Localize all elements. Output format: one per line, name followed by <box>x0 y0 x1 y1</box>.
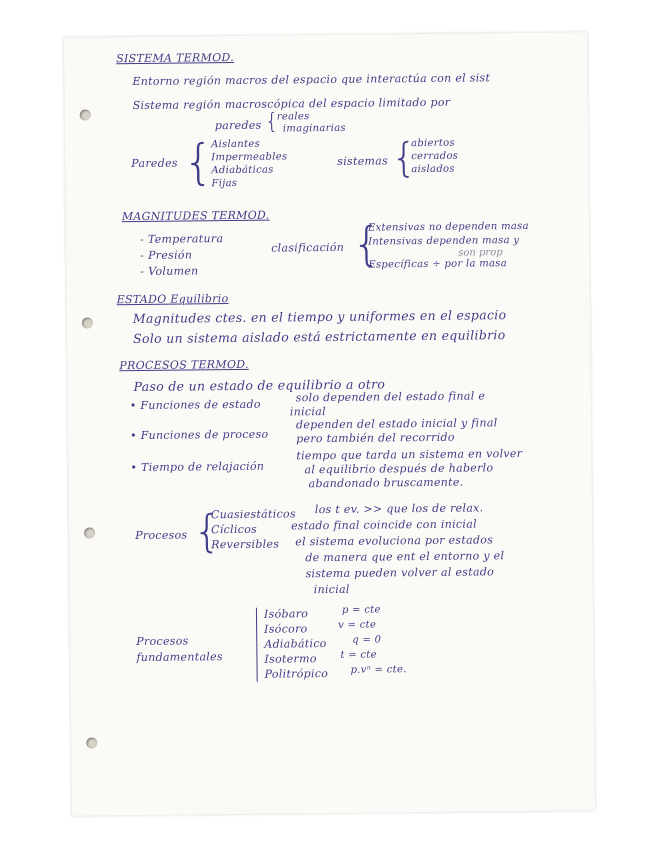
notebook-page <box>64 32 595 815</box>
tipo-proceso: Cíclicos <box>211 522 258 537</box>
tipo-proceso-def: de manera que ent el entorno y el <box>305 549 505 565</box>
magnitud-item: - Temperatura <box>139 232 224 246</box>
funciones-estado-def: inicial <box>289 405 326 419</box>
punch-hole <box>84 527 95 538</box>
magnitud-tipo: Intensivas dependen masa y <box>368 235 520 248</box>
equilibrio-line: Magnitudes ctes. en el tiempo y uniformes en el espacio <box>132 307 507 327</box>
reales-label: reales <box>276 111 310 123</box>
funciones-proceso-def: dependen del estado inicial y final <box>295 416 498 432</box>
magnitud-item: - Volumen <box>140 264 199 278</box>
brace: { <box>192 506 222 558</box>
funciones-estado-label: • Funciones de estado <box>129 397 261 413</box>
tipo-proceso-def: los t ev. >> que los de relax. <box>314 501 484 517</box>
fundamental-formula: p.vⁿ = cte. <box>350 664 407 676</box>
magnitud-tipo: Específicas ÷ por la masa <box>368 258 508 271</box>
sistemas-item: cerrados <box>411 150 459 163</box>
tipo-proceso-def: estado final coincide con inicial <box>290 517 477 533</box>
section-title-sistema: SISTEMA TERMOD. <box>116 50 235 66</box>
sistema-definition: Sistema región macroscópica del espacio limitado por <box>132 95 451 113</box>
funciones-proceso-label: • Funciones de proceso <box>130 427 269 443</box>
funciones-proceso-def: pero también del recorrido <box>296 430 455 446</box>
fundamental-formula: t = cte <box>340 649 377 661</box>
relajacion-label: • Tiempo de relajación <box>130 459 265 475</box>
brace: { <box>390 135 417 182</box>
tipo-proceso-def: sistema pueden volver al estado <box>305 565 495 581</box>
sistemas-item: aislados <box>411 163 455 176</box>
sistemas-label: sistemas <box>337 154 389 168</box>
punch-hole <box>80 109 91 120</box>
equilibrio-line: Solo un sistema aislado está estrictamente en equilibrio <box>133 327 506 347</box>
relajacion-def: abandonado bruscamente. <box>308 475 464 491</box>
paredes-word: paredes <box>214 118 262 133</box>
fundamental-name: Isóbaro <box>263 607 309 621</box>
fundamental-formula: p = cte <box>341 604 381 616</box>
paredes-item: Fijas <box>211 177 238 190</box>
tipo-proceso-def: inicial <box>313 582 350 597</box>
paredes-item: Aislantes <box>211 138 261 151</box>
punch-hole <box>86 737 97 748</box>
bracket-line <box>256 608 258 682</box>
fundamental-name: Adiabático <box>264 637 327 651</box>
section-title-magnitudes: MAGNITUDES TERMOD. <box>121 208 270 224</box>
fundamental-formula: v = cte <box>338 619 377 631</box>
funciones-estado-def: solo dependen del estado final e <box>295 389 486 405</box>
procesos-paso: Paso de un estado de equilibrio a otro <box>133 376 386 395</box>
magnitud-tipo: Extensivas no dependen masa <box>367 220 529 234</box>
tipos-procesos-label: Procesos <box>135 528 188 543</box>
paredes-item: Impermeables <box>211 151 288 164</box>
tipo-proceso: Cuasiestáticos <box>210 507 296 522</box>
fundamentales-label: Procesos <box>136 634 189 649</box>
fundamental-name: Isotermo <box>264 652 317 666</box>
brace: { <box>264 109 279 135</box>
relajacion-def: al equilibrio después de haberlo <box>304 461 494 477</box>
relajacion-def: tiempo que tarda un sistema en volver <box>296 446 523 463</box>
magnitud-item: - Presión <box>140 248 193 262</box>
pencil-note: son prop <box>458 247 503 259</box>
section-title-equilibrio: ESTADO Equilibrio <box>116 292 229 307</box>
sistemas-item: abiertos <box>411 137 455 150</box>
imaginarias-label: imaginarias <box>282 122 346 135</box>
brace: { <box>182 134 215 191</box>
section-title-procesos: PROCESOS TERMOD. <box>119 357 249 373</box>
fundamental-name: Isócoro <box>264 622 308 636</box>
fundamentales-label: fundamentales <box>136 650 223 665</box>
fundamental-formula: q = 0 <box>352 634 382 646</box>
tipo-proceso-def: el sistema evoluciona por estados <box>295 533 494 549</box>
paredes-item: Adiabáticas <box>211 164 274 177</box>
fundamental-name: Politrópico <box>264 667 329 681</box>
brace: { <box>351 216 382 271</box>
entorno-definition: Entorno región macros del espacio que interactúa con el sist <box>132 71 491 89</box>
clasificacion-label: clasificación <box>271 240 345 255</box>
paredes-label: Paredes <box>131 156 178 171</box>
tipo-proceso: Reversibles <box>211 537 280 552</box>
punch-hole <box>82 317 93 328</box>
